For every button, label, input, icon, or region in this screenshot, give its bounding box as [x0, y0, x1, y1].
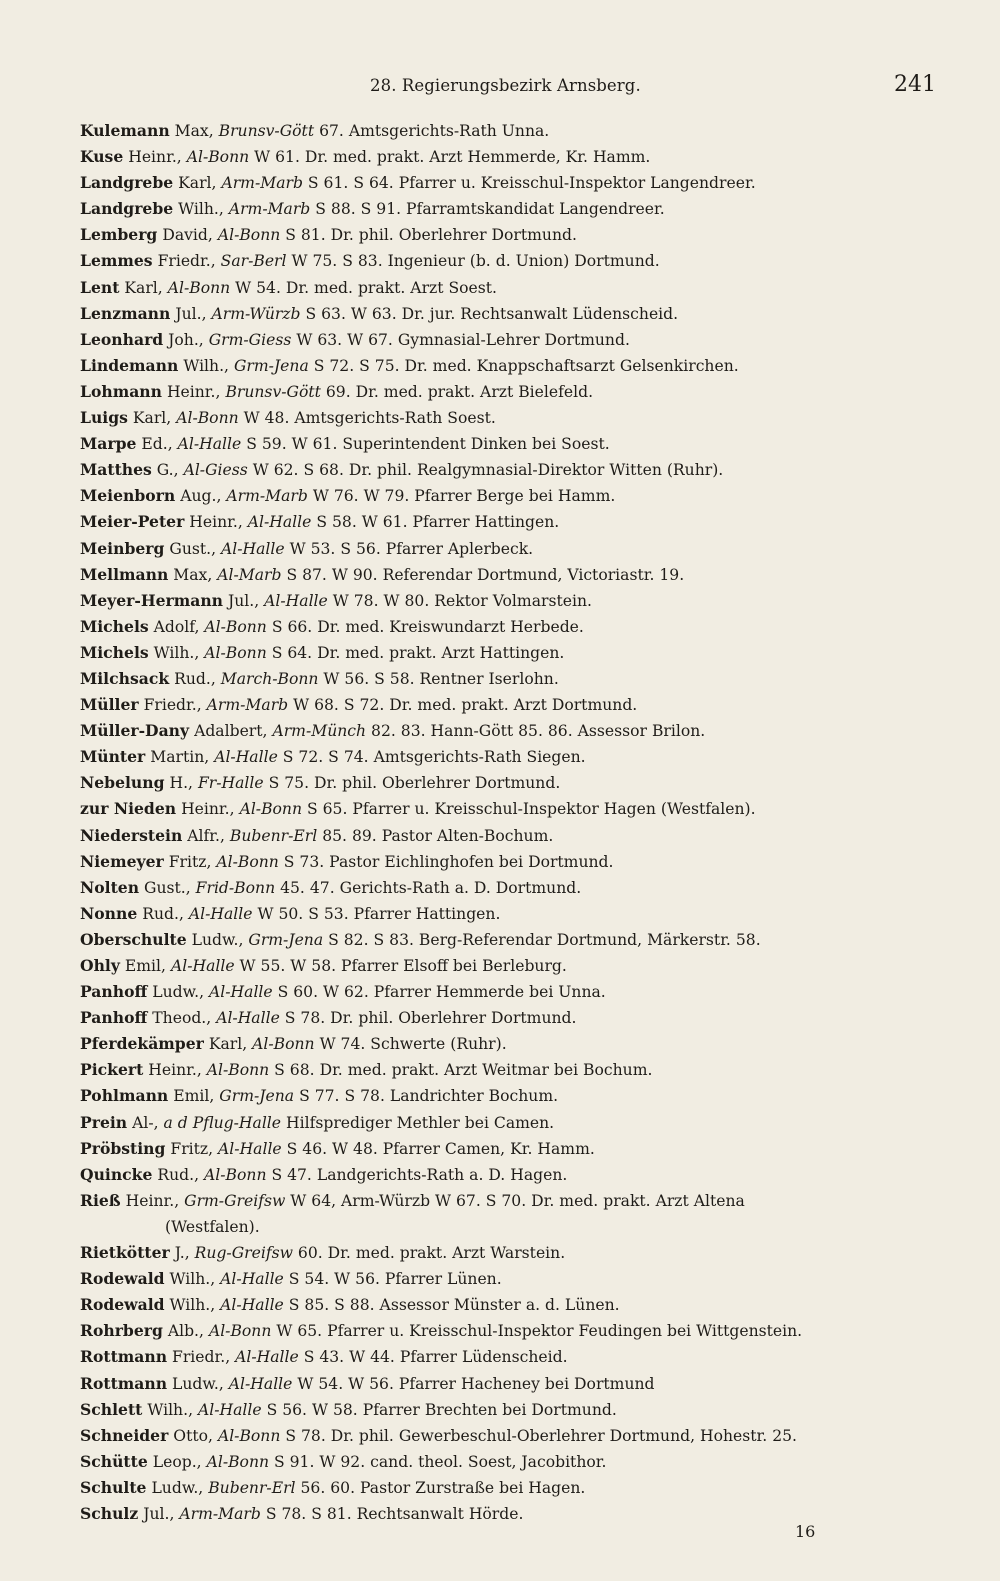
entry-surname: Mellmann	[80, 564, 169, 584]
entry-given-name: Emil	[173, 1087, 210, 1106]
entry-details: W 75. S 83. Ingenieur (b. d. Union) Dortmund.	[291, 252, 660, 271]
entry-university: Al-Halle	[221, 539, 285, 558]
entry-university: Al-Bonn	[217, 1426, 281, 1445]
entry-details: W 56. S 58. Rentner Iserlohn.	[323, 669, 559, 688]
entry-university: Al-Bonn	[176, 409, 239, 428]
entry-given-name: Karl	[208, 1035, 243, 1054]
directory-entry: Rieß Heinr., Grm-Greifsw W 64, Arm-Würzb W 67. S 70. Dr. med. prakt. Arzt Altena	[80, 1190, 745, 1210]
entry-surname: Michels	[80, 642, 149, 662]
entry-university: Al-Halle	[218, 1139, 282, 1158]
entry-details: 85. 89. Pastor Alten-Bochum.	[322, 826, 554, 845]
entry-surname: Lent	[80, 277, 120, 297]
directory-entry: Lenzmann Jul., Arm-Würzb S 63. W 63. Dr. jur. Rechtsanwalt Lüdenscheid.	[80, 303, 679, 323]
entry-given-name: Ludw.	[151, 1478, 199, 1497]
entry-given-name: Jul.	[227, 591, 255, 610]
entry-details: W 64, Arm-Würzb W 67. S 70. Dr. med. prakt. Arzt Altena	[290, 1191, 745, 1210]
directory-entry: Kuse Heinr., Al-Bonn W 61. Dr. med. prakt. Arzt Hemmerde, Kr. Hamm.	[80, 147, 651, 167]
entry-given-name: Max	[174, 122, 209, 140]
directory-entry: Michels Wilh., Al-Bonn S 64. Dr. med. prakt. Arzt Hattingen.	[80, 642, 565, 662]
entry-surname: Pohlmann	[80, 1086, 169, 1106]
entry-university: Bubenr-Erl	[229, 826, 318, 845]
entry-details: Hilfsprediger Methler bei Camen.	[286, 1113, 555, 1132]
entry-details: S 47. Landgerichts-Rath a. D. Hagen.	[271, 1165, 568, 1184]
entry-university: Al-Halle	[220, 1270, 284, 1289]
entry-university: Al-Bonn	[208, 1322, 272, 1341]
entry-details: S 68. Dr. med. prakt. Arzt Weitmar bei Bochum.	[274, 1061, 653, 1080]
entry-given-name: Heinr.	[189, 513, 238, 532]
page-number: 241	[894, 72, 936, 97]
entry-surname: Nonne	[80, 903, 138, 923]
entry-details: S 77. S 78. Landrichter Bochum.	[299, 1087, 559, 1106]
entry-given-name: Fritz	[170, 1139, 209, 1158]
entry-details: S 88. S 91. Pfarramtskandidat Langendreer.	[315, 200, 665, 219]
directory-entry: Niemeyer Fritz, Al-Bonn S 73. Pastor Eichlinghofen bei Dortmund.	[80, 851, 614, 871]
directory-entry: Prein Al-, a d Pflug-Halle Hilfsprediger Methler bei Camen.	[80, 1112, 555, 1132]
entry-details: S 78. S 81. Rechtsanwalt Hörde.	[265, 1504, 524, 1523]
entry-surname: Schulz	[80, 1503, 139, 1523]
entry-surname: Müller-Dany	[80, 721, 190, 741]
entry-given-name: Wilh.	[169, 1296, 211, 1315]
entry-given-name: Rud.	[174, 669, 211, 688]
entry-details: W 62. S 68. Dr. phil. Realgymnasial-Direktor Witten (Ruhr).	[252, 461, 724, 480]
entry-university: Bubenr-Erl	[208, 1478, 296, 1497]
entry-surname: Pröbsting	[80, 1138, 166, 1158]
directory-entry: Schneider Otto, Al-Bonn S 78. Dr. phil. Gewerbeschul-Oberlehrer Dortmund, Hohestr. 25.	[80, 1425, 797, 1445]
directory-entry: Rietkötter J., Rug-Greifsw 60. Dr. med. prakt. Arzt Warstein.	[80, 1243, 566, 1263]
entry-university: Arm-Würzb	[211, 304, 301, 323]
entry-university: Grm-Giess	[208, 330, 292, 349]
entry-given-name: Fritz	[168, 852, 207, 871]
entry-given-name: Adolf	[153, 617, 195, 636]
entry-university: Al-Bonn	[216, 852, 279, 871]
entry-details: S 78. Dr. phil. Gewerbeschul-Oberlehrer Dortmund, Hohestr. 25.	[285, 1426, 797, 1445]
entry-surname: Ohly	[80, 956, 120, 975]
entry-given-name: Friedr.	[157, 252, 211, 271]
entry-details: 67. Amtsgerichts-Rath Unna.	[319, 122, 550, 140]
entry-surname: Kuse	[80, 147, 124, 167]
entry-details: S 65. Pfarrer u. Kreisschul-Inspektor Hagen (Westfalen).	[306, 800, 756, 819]
entry-university: Fr-Halle	[197, 774, 264, 793]
entry-surname: Matthes	[80, 460, 152, 480]
entry-university: Arm-Münch	[272, 722, 367, 741]
entry-given-name: David	[162, 226, 208, 245]
entry-surname: Landgrebe	[80, 173, 174, 193]
directory-entry: Luigs Karl, Al-Bonn W 48. Amtsgerichts-Rath Soest.	[80, 408, 496, 428]
entry-given-name: Ed.	[141, 435, 168, 454]
entry-surname: Michels	[80, 616, 149, 636]
entry-details: S 60. W 62. Pfarrer Hemmerde bei Unna.	[277, 983, 606, 1002]
entry-details: W 55. W 58. Pfarrer Elsoff bei Berleburg.	[239, 957, 567, 975]
entry-university: Al-Bonn	[217, 226, 281, 245]
entry-given-name: Jul.	[175, 304, 202, 323]
entry-surname: Müller	[80, 695, 139, 715]
directory-entry: Lohmann Heinr., Brunsv-Gött 69. Dr. med. prakt. Arzt Bielefeld.	[80, 381, 594, 401]
entry-details: S 46. W 48. Pfarrer Camen, Kr. Hamm.	[286, 1139, 595, 1158]
entry-surname: Niemeyer	[80, 851, 164, 871]
entry-details: S 64. Dr. med. prakt. Arzt Hattingen.	[271, 643, 565, 662]
directory-entry: Pröbsting Fritz, Al-Halle S 46. W 48. Pfarrer Camen, Kr. Hamm.	[80, 1138, 595, 1158]
directory-entry: Michels Adolf, Al-Bonn S 66. Dr. med. Kreiswundarzt Herbede.	[80, 616, 584, 636]
directory-entry: Landgrebe Karl, Arm-Marb S 61. S 64. Pfarrer u. Kreisschul-Inspektor Langendreer.	[80, 173, 756, 193]
entry-surname: Schulte	[80, 1477, 147, 1497]
entry-surname: Luigs	[80, 408, 128, 428]
entry-university: Al-Halle	[228, 1374, 293, 1393]
directory-entry: Marpe Ed., Al-Halle S 59. W 61. Superintendent Dinken bei Soest.	[80, 434, 610, 454]
directory-entry: Rohrberg Alb., Al-Bonn W 65. Pfarrer u. Kreisschul-Inspektor Feudingen bei Wittgenstein.	[80, 1321, 803, 1341]
running-title: 28. Regierungsbezirk Arnsberg.	[370, 76, 641, 95]
entry-details: W 53. S 56. Pfarrer Aplerbeck.	[289, 539, 534, 558]
entry-given-name: Heinr.	[125, 1191, 175, 1210]
entry-university: Arm-Marb	[221, 174, 303, 193]
entry-given-name: Al-	[132, 1113, 154, 1132]
entry-given-name: Ludw.	[191, 930, 239, 949]
directory-entry: Meienborn Aug., Arm-Marb W 76. W 79. Pfarrer Berge bei Hamm.	[80, 486, 616, 506]
directory-entry: Pferdekämper Karl, Al-Bonn W 74. Schwerte (Ruhr).	[80, 1034, 507, 1054]
entry-given-name: Rud.	[157, 1165, 195, 1184]
entry-surname: Meinberg	[80, 538, 165, 558]
directory-entry: Müller-Dany Adalbert, Arm-Münch 82. 83. Hann-Gött 85. 86. Assessor Brilon.	[80, 721, 706, 741]
entry-given-name: Gust.	[144, 878, 186, 897]
entry-details: W 50. S 53. Pfarrer Hattingen.	[257, 904, 501, 923]
entry-university: Al-Giess	[183, 461, 248, 480]
entry-continuation: (Westfalen).	[165, 1217, 260, 1236]
entry-details: W 76. W 79. Pfarrer Berge bei Hamm.	[312, 487, 616, 506]
entry-given-name: Wilh.	[169, 1270, 211, 1289]
entry-university: Arm-Marb	[228, 200, 311, 219]
directory-entry: Nolten Gust., Frid-Bonn 45. 47. Gerichts-Rath a. D. Dortmund.	[80, 877, 582, 897]
directory-entry: Schütte Leop., Al-Bonn S 91. W 92. cand. theol. Soest, Jacobithor.	[80, 1451, 607, 1471]
entry-details: W 48. Amtsgerichts-Rath Soest.	[243, 409, 496, 428]
directory-entry: Nonne Rud., Al-Halle W 50. S 53. Pfarrer Hattingen.	[80, 903, 501, 923]
directory-entry: Ohly Emil, Al-Halle W 55. W 58. Pfarrer Elsoff bei Berleburg.	[80, 956, 567, 975]
entry-given-name: Theod.	[152, 1009, 207, 1028]
entry-details: 69. Dr. med. prakt. Arzt Bielefeld.	[325, 382, 594, 401]
entry-surname: Quincke	[80, 1164, 153, 1184]
entry-university: Al-Halle	[247, 513, 312, 532]
entry-details: W 54. Dr. med. prakt. Arzt Soest.	[235, 278, 497, 297]
directory-entry: Schlett Wilh., Al-Halle S 56. W 58. Pfarrer Brechten bei Dortmund.	[80, 1399, 617, 1419]
directory-entry: Pohlmann Emil, Grm-Jena S 77. S 78. Landrichter Bochum.	[80, 1086, 559, 1106]
entry-surname: Rietkötter	[80, 1243, 170, 1263]
entry-details: S 85. S 88. Assessor Münster a. d. Lünen.	[288, 1296, 620, 1315]
entry-details: S 81. Dr. phil. Oberlehrer Dortmund.	[285, 226, 577, 245]
entry-given-name: Heinr.	[166, 382, 216, 401]
entry-details: S 75. Dr. phil. Oberlehrer Dortmund.	[268, 774, 561, 793]
entry-details: W 61. Dr. med. prakt. Arzt Hemmerde, Kr. Hamm.	[254, 148, 651, 167]
directory-entry: Lindemann Wilh., Grm-Jena S 72. S 75. Dr. med. Knappschaftsarzt Gelsenkirchen.	[80, 355, 739, 375]
entry-given-name: Adalbert	[194, 722, 263, 741]
entry-given-name: Jul.	[143, 1504, 170, 1523]
entry-details: S 78. Dr. phil. Oberlehrer Dortmund.	[284, 1009, 577, 1028]
entry-university: Al-Bonn	[186, 148, 250, 167]
entry-details: S 54. W 56. Pfarrer Lünen.	[288, 1270, 502, 1289]
entry-university: Al-Halle	[177, 435, 242, 454]
entry-university: Arm-Marb	[179, 1504, 261, 1523]
directory-entry: Leonhard Joh., Grm-Giess W 63. W 67. Gymnasial-Lehrer Dortmund.	[80, 329, 630, 349]
directory-entry: zur Nieden Heinr., Al-Bonn S 65. Pfarrer u. Kreisschul-Inspektor Hagen (Westfalen).	[80, 799, 756, 819]
entry-given-name: Max	[173, 565, 208, 584]
entry-university: Grm-Jena	[248, 930, 324, 949]
entry-surname: Prein	[80, 1112, 128, 1132]
entry-university: Al-Halle	[214, 748, 278, 767]
entry-details: S 82. S 83. Berg-Referendar Dortmund, Märkerstr. 58.	[328, 930, 761, 949]
entry-university: Al-Halle	[264, 591, 328, 610]
directory-entry: Meier-Peter Heinr., Al-Halle S 58. W 61. Pfarrer Hattingen.	[80, 512, 560, 532]
directory-entries	[80, 118, 960, 1527]
directory-entry: Lent Karl, Al-Bonn W 54. Dr. med. prakt. Arzt Soest.	[80, 277, 497, 297]
entry-surname: Rottmann	[80, 1347, 168, 1367]
entry-given-name: Karl	[132, 409, 167, 428]
entry-given-name: Emil	[124, 957, 162, 975]
entry-university: Al-Bonn	[204, 643, 267, 662]
directory-entry: Milchsack Rud., March-Bonn W 56. S 58. Rentner Iserlohn.	[80, 668, 559, 688]
entry-surname: Rieß	[80, 1190, 121, 1210]
entry-details: S 66. Dr. med. Kreiswundarzt Herbede.	[271, 617, 584, 636]
entry-university: Brunsv-Gött	[218, 122, 315, 140]
entry-surname: Marpe	[80, 434, 137, 454]
entry-details: S 63. W 63. Dr. jur. Rechtsanwalt Lüdenscheid.	[305, 304, 679, 323]
entry-given-name: Ludw.	[172, 1374, 219, 1393]
entry-surname: Lohmann	[80, 381, 162, 401]
entry-surname: Schneider	[80, 1425, 169, 1445]
entry-surname: Landgrebe	[80, 199, 174, 219]
entry-given-name: Wilh.	[147, 1400, 189, 1419]
entry-surname: Panhoff	[80, 982, 148, 1002]
entry-surname: Nolten	[80, 877, 140, 897]
directory-entry: Lemmes Friedr., Sar-Berl W 75. S 83. Ingenieur (b. d. Union) Dortmund.	[80, 251, 660, 271]
directory-entry: Rodewald Wilh., Al-Halle S 85. S 88. Assessor Münster a. d. Lünen.	[80, 1295, 620, 1315]
entry-university: Al-Halle	[216, 1009, 280, 1028]
directory-entry: Oberschulte Ludw., Grm-Jena S 82. S 83. Berg-Referendar Dortmund, Märkerstr. 58.	[80, 929, 761, 949]
directory-entry: Niederstein Alfr., Bubenr-Erl 85. 89. Pastor Alten-Bochum.	[80, 825, 554, 845]
entry-given-name: Ludw.	[152, 983, 200, 1002]
entry-surname: zur Nieden	[80, 799, 177, 819]
entry-given-name: Otto	[173, 1426, 209, 1445]
entry-surname: Nebelung	[80, 773, 165, 793]
entry-surname: Lemmes	[80, 251, 153, 271]
entry-surname: Lemberg	[80, 225, 158, 245]
entry-given-name: Wilh.	[153, 643, 195, 662]
entry-details: S 87. W 90. Referendar Dortmund, Victoriastr. 19.	[286, 565, 685, 584]
entry-details: S 72. S 74. Amtsgerichts-Rath Siegen.	[282, 748, 586, 767]
entry-given-name: Karl	[178, 174, 212, 193]
entry-university: Al-Bonn	[206, 1452, 270, 1471]
entry-university: Al-Bonn	[167, 278, 231, 297]
entry-given-name: H.	[169, 774, 189, 793]
directory-entry: Panhoff Ludw., Al-Halle S 60. W 62. Pfarrer Hemmerde bei Unna.	[80, 982, 606, 1002]
directory-entry: Münter Martin, Al-Halle S 72. S 74. Amtsgerichts-Rath Siegen.	[80, 747, 586, 767]
entry-given-name: Rud.	[142, 904, 179, 923]
entry-given-name: Aug.	[180, 487, 217, 506]
directory-entry: Lemberg David, Al-Bonn S 81. Dr. phil. Oberlehrer Dortmund.	[80, 225, 577, 245]
directory-entry: Rottmann Ludw., Al-Halle W 54. W 56. Pfarrer Hacheney bei Dortmund	[80, 1373, 655, 1393]
page-header	[0, 72, 1000, 102]
entry-details: 45. 47. Gerichts-Rath a. D. Dortmund.	[280, 878, 582, 897]
directory-entry: Matthes G., Al-Giess W 62. S 68. Dr. phil. Realgymnasial-Direktor Witten (Ruhr).	[80, 460, 724, 480]
entry-surname: Schütte	[80, 1451, 148, 1471]
entry-surname: Münter	[80, 747, 146, 767]
entry-university: Grm-Jena	[219, 1087, 295, 1106]
directory-entry: Kulemann Max, Brunsv-Gött 67. Amtsgerichts-Rath Unna.	[80, 121, 550, 140]
entry-surname: Meier-Peter	[80, 512, 185, 532]
entry-details: S 73. Pastor Eichlinghofen bei Dortmund.	[283, 852, 614, 871]
directory-entry: Schulz Jul., Arm-Marb S 78. S 81. Rechtsanwalt Hörde.	[80, 1503, 524, 1523]
entry-surname: Leonhard	[80, 329, 164, 349]
entry-details: S 91. W 92. cand. theol. Soest, Jacobithor.	[274, 1452, 607, 1471]
entry-given-name: Wilh.	[178, 200, 219, 219]
entry-university: Arm-Marb	[206, 696, 289, 715]
entry-given-name: Alfr.	[187, 826, 220, 845]
entry-given-name: Heinr.	[148, 1061, 197, 1080]
entry-university: Al-Halle	[197, 1400, 262, 1419]
entry-surname: Lindemann	[80, 355, 179, 375]
entry-surname: Rodewald	[80, 1295, 165, 1315]
directory-entry: Landgrebe Wilh., Arm-Marb S 88. S 91. Pfarramtskandidat Langendreer.	[80, 199, 665, 219]
entry-university: Frid-Bonn	[195, 878, 276, 897]
entry-given-name: Karl	[124, 278, 158, 297]
entry-given-name: Alb.	[167, 1322, 200, 1341]
entry-surname: Meyer-Hermann	[80, 590, 224, 610]
entry-given-name: G.	[156, 461, 174, 480]
entry-details: W 54. W 56. Pfarrer Hacheney bei Dortmund	[297, 1374, 655, 1393]
entry-details: W 78. W 80. Rektor Volmarstein.	[332, 591, 592, 610]
entry-details: W 65. Pfarrer u. Kreisschul-Inspektor Feudingen bei Wittgenstein.	[276, 1322, 803, 1341]
entry-details: W 74. Schwerte (Ruhr).	[319, 1035, 507, 1054]
entry-university: Al-Halle	[170, 957, 235, 975]
entry-university: Al-Halle	[188, 904, 253, 923]
entry-surname: Schlett	[80, 1399, 143, 1419]
entry-surname: Meienborn	[80, 486, 176, 506]
entry-surname: Rohrberg	[80, 1321, 163, 1341]
entry-given-name: Heinr.	[128, 148, 177, 167]
entry-surname: Pferdekämper	[80, 1034, 204, 1054]
entry-university: Al-Halle	[235, 1348, 299, 1367]
entry-details: 82. 83. Hann-Gött 85. 86. Assessor Brilon.	[371, 722, 706, 741]
entry-given-name: Gust.	[169, 539, 212, 558]
directory-entry: Pickert Heinr., Al-Bonn S 68. Dr. med. prakt. Arzt Weitmar bei Bochum.	[80, 1060, 653, 1080]
entry-university: Al-Bonn	[206, 1061, 270, 1080]
entry-given-name: Friedr.	[143, 696, 197, 715]
entry-surname: Kulemann	[80, 121, 170, 140]
directory-entry: Nebelung H., Fr-Halle S 75. Dr. phil. Oberlehrer Dortmund.	[80, 773, 561, 793]
entry-university: Grm-Jena	[233, 356, 309, 375]
directory-entry: Panhoff Theod., Al-Halle S 78. Dr. phil. Oberlehrer Dortmund.	[80, 1008, 577, 1028]
entry-details: S 61. S 64. Pfarrer u. Kreisschul-Inspektor Langendreer.	[307, 174, 756, 193]
entry-university: Grm-Greifsw	[184, 1191, 286, 1210]
entry-university: March-Bonn	[220, 669, 319, 688]
entry-details: S 56. W 58. Pfarrer Brechten bei Dortmund.	[266, 1400, 617, 1419]
entry-surname: Panhoff	[80, 1008, 148, 1028]
directory-entry: Mellmann Max, Al-Marb S 87. W 90. Referendar Dortmund, Victoriastr. 19.	[80, 564, 685, 584]
entry-university: Al-Bonn	[239, 800, 303, 819]
entry-details: W 68. S 72. Dr. med. prakt. Arzt Dortmund.	[293, 696, 638, 715]
entry-university: Al-Bonn	[204, 617, 267, 636]
entry-university: Brunsv-Gött	[225, 382, 321, 401]
directory-entry: Meyer-Hermann Jul., Al-Halle W 78. W 80. Rektor Volmarstein.	[80, 590, 592, 610]
entry-university: Arm-Marb	[226, 487, 308, 506]
entry-university: Al-Bonn	[204, 1165, 267, 1184]
entry-details: S 58. W 61. Pfarrer Hattingen.	[316, 513, 560, 532]
entry-surname: Oberschulte	[80, 929, 187, 949]
directory-entry: Meinberg Gust., Al-Halle W 53. S 56. Pfarrer Aplerbeck.	[80, 538, 534, 558]
entry-given-name: Martin	[150, 748, 205, 767]
entry-surname: Milchsack	[80, 668, 170, 688]
sheet-signature: 16	[795, 1522, 816, 1541]
entry-details: 56. 60. Pastor Zurstraße bei Hagen.	[300, 1478, 586, 1497]
directory-entry	[80, 1214, 960, 1240]
directory-entry: Rodewald Wilh., Al-Halle S 54. W 56. Pfarrer Lünen.	[80, 1269, 502, 1289]
entry-given-name: Leop.	[152, 1452, 197, 1471]
entry-given-name: Heinr.	[181, 800, 230, 819]
entry-given-name: J.	[174, 1244, 185, 1263]
entry-details: W 63. W 67. Gymnasial-Lehrer Dortmund.	[296, 330, 630, 349]
entry-university: Al-Halle	[209, 983, 273, 1002]
directory-entry: Müller Friedr., Arm-Marb W 68. S 72. Dr. med. prakt. Arzt Dortmund.	[80, 695, 638, 715]
entry-university: Al-Halle	[220, 1296, 284, 1315]
entry-surname: Pickert	[80, 1060, 144, 1080]
entry-surname: Rottmann	[80, 1373, 168, 1393]
entry-given-name: Wilh.	[183, 356, 225, 375]
entry-details: S 59. W 61. Superintendent Dinken bei Soest.	[246, 435, 610, 454]
entry-university: Rug-Greifsw	[194, 1244, 293, 1263]
entry-details: S 72. S 75. Dr. med. Knappschaftsarzt Gelsenkirchen.	[313, 356, 739, 375]
entry-university: a d Pflug-Halle	[163, 1113, 282, 1132]
entry-details: S 43. W 44. Pfarrer Lüdenscheid.	[303, 1348, 568, 1367]
entry-university: Al-Marb	[217, 565, 282, 584]
directory-entry: Schulte Ludw., Bubenr-Erl 56. 60. Pastor Zurstraße bei Hagen.	[80, 1477, 586, 1497]
directory-entry: Rottmann Friedr., Al-Halle S 43. W 44. Pfarrer Lüdenscheid.	[80, 1347, 568, 1367]
entry-details: 60. Dr. med. prakt. Arzt Warstein.	[297, 1244, 566, 1263]
entry-university: Al-Bonn	[252, 1035, 315, 1054]
entry-given-name: Joh.	[168, 330, 199, 349]
entry-surname: Lenzmann	[80, 303, 171, 323]
entry-surname: Niederstein	[80, 825, 183, 845]
directory-entry: Quincke Rud., Al-Bonn S 47. Landgerichts-Rath a. D. Hagen.	[80, 1164, 568, 1184]
entry-given-name: Friedr.	[172, 1348, 226, 1367]
entry-surname: Rodewald	[80, 1269, 165, 1289]
entry-university: Sar-Berl	[220, 252, 287, 271]
